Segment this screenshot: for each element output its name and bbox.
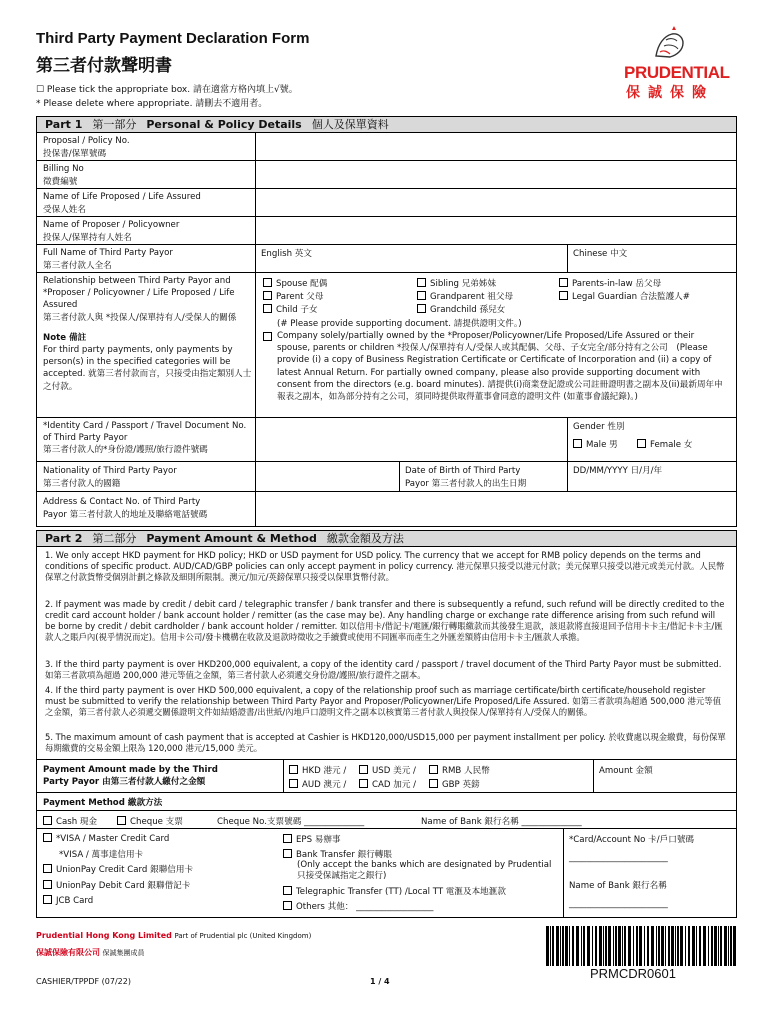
currency-cad[interactable]: CAD 加元 / bbox=[359, 778, 416, 790]
part2-note-3: 3. If the third party payment is over HKD200,000 equivalent, a copy of the identity card / passport / travel document of the Third Party Payor must be submitted. 如第三者款項為超過 200,000 港元等值之金額，第三者付款人必須遞交身份證/護照/旅行證件之副本。 bbox=[45, 659, 722, 680]
barcode-text: PRMCDR0601 bbox=[590, 966, 676, 981]
instruction-tick: ☐ Please tick the appropriate box. 請在適當方格內填上√號。 bbox=[36, 85, 298, 95]
proposer-row[interactable]: Name of Proposer / Policyowner 投保人/保單持有人姓名 bbox=[37, 217, 736, 245]
page-number: 1 / 4 bbox=[370, 977, 390, 986]
jcb-checkbox[interactable]: JCB Card bbox=[43, 895, 93, 906]
part2-note-2: 2. If payment was made by credit / debit card / telegraphic transfer / bank transfer and there is subsequently a refund, such refund will be directly credited to the credit card account holder / bank account holder / remitter (as the case may be). Any handling charge or exchange rate difference arising from such refund will be borne by credit / debit cardholder / bank account holder / remitter. 如以信用卡/借記卡/電匯/銀行轉賬繳款而其後發生退款，該退款將直接退回予信用卡卡主/借記卡卡主/匯款人之賬戶內(視乎情況而定)。信用卡公司/發卡機構在收款及退款時徵收之手續費或使用不同匯率而產生之外匯差額將由信用卡卡主/匯款人承擔。 bbox=[45, 599, 725, 642]
tt-checkbox[interactable]: Telegraphic Transfer (TT) /Local TT 電滙及本地滙款 bbox=[283, 885, 506, 897]
prudential-logo bbox=[620, 26, 738, 102]
logo-wordmark-zh: 保誠保險 bbox=[626, 85, 714, 101]
address-row[interactable]: Address & Contact No. of Third Party Payor 第三者付款人的地址及聯絡電話號碼 bbox=[43, 497, 208, 520]
cheque-no-field[interactable]: Cheque No.支票號碼 ______________ bbox=[217, 817, 365, 827]
logo-wordmark: PRUDENTIAL bbox=[624, 63, 730, 82]
legal-guardian-checkbox[interactable]: Legal Guardian 合法監護人# bbox=[559, 290, 690, 302]
grandparent-checkbox[interactable]: Grandparent 祖父母 bbox=[417, 290, 513, 302]
currency-hkd[interactable]: HKD 港元 / bbox=[289, 764, 346, 776]
prudence-figure-icon bbox=[650, 26, 690, 62]
parent-checkbox[interactable]: Parent 父母 bbox=[263, 290, 323, 302]
unionpay-debit-checkbox[interactable]: UnionPay Debit Card 銀聯借記卡 bbox=[43, 879, 190, 891]
footer-company-en: Prudential Hong Kong Limited Part of Prudential plc (United Kingdom) bbox=[36, 931, 312, 940]
cheque-bank-field[interactable]: Name of Bank 銀行名稱 ______________ bbox=[421, 817, 582, 827]
part2-note-4: 4. If the third party payment is over HKD 500,000 equivalent, a copy of the relationship proof such as marriage certificate/birth certificate/household register must be submitted to verify the relationship between Third Party Payor and Proposer/Policyowner/Life Proposed/Life Assured. 如第三者款項為超過 500,000 港元等值之金額，第三者付款人必須遞交關係證明文件如結婚證書/出世紙/內地戶口證明文件之副本以核實第三者付款人與投保人/保單持有人/受保人的關係。 bbox=[45, 685, 722, 717]
footer-company-zh: 保誠保險有限公司 保誠集團成員 bbox=[36, 948, 145, 957]
amount-field[interactable]: Amount 金額 bbox=[599, 766, 653, 776]
currency-aud[interactable]: AUD 澳元 / bbox=[289, 778, 346, 790]
relationship-row: Relationship between Third Party Payor and *Proposer / Policyowner / Life Proposed / Life Assured 第三者付款人與 *投保人/保單持有人/受保人的關係 Note 備註 For third party payments, only payments by person(s) in the specified categories will be accepted. 就第三者付款而言，只接受由指定類別人士之付款。 Spouse 配偶 Parent 父母 Child 子女 Sibling 兄弟姊妹 Grandparent 祖父母 Grandchild 孫兒女 Parents-in-law 岳父母 Legal Guardian 合法監護人# (# Please provide supporting document. 請提供證明文件。) Company solely/partially owned by the *Proposer/Policyowner/Life Proposed/Life Assured or their spouse, parents or children *投保人/保單持有人/受保人或其配偶、父母、子女完全/部分持有之公司 (Please provide (i) a copy of Business Registration Certificate or Certificate of Incorporation and (ii) a copy of latest Annual Return. For partially owned company, please also provide supporting document with consent from the directors (e.g. board minutes). 請提供(i)商業登記證或公司註冊證明書之副本及(ii)最新周年申報表之副本，如為部分持有之公司，須同時提供取得董事會同意的證明文件 (如董事會議紀錄)。) bbox=[37, 273, 736, 418]
currency-rmb[interactable]: RMB 人民幣 bbox=[429, 764, 490, 776]
id-row[interactable]: *Identity Card / Passport / Travel Document No. of Third Party Payor 第三者付款人的*身份證/護照/旅行證件號碼 Gender 性別 Male 男 Female 女 bbox=[37, 418, 736, 462]
part2-header: Part 2 第二部分 Payment Amount & Method 繳款金額及方法 bbox=[37, 531, 736, 547]
currency-usd[interactable]: USD 美元 / bbox=[359, 764, 416, 776]
child-checkbox[interactable]: Child 子女 bbox=[263, 303, 318, 315]
card-bank-field[interactable]: Name of Bank 銀行名稱 _______________________ bbox=[569, 881, 668, 909]
eps-checkbox[interactable]: EPS 易辦事 bbox=[283, 833, 341, 845]
cheque-checkbox[interactable]: Cheque 支票 bbox=[117, 815, 183, 827]
instruction-delete: * Please delete where appropriate. 請刪去不適用者。 bbox=[36, 99, 268, 109]
male-checkbox[interactable]: Male 男 bbox=[573, 438, 618, 450]
barcode-icon bbox=[546, 926, 738, 966]
cash-cheque-row bbox=[37, 811, 736, 829]
card-no-field[interactable]: *Card/Account No 卡/戶口號碼 _______________________ bbox=[569, 835, 695, 863]
others-checkbox[interactable]: Others 其他： __________________ bbox=[283, 900, 433, 912]
part2-note-5: 5. The maximum amount of cash payment that is accepted at Cashier is HKD120,000/USD15,000 per payment installment per policy. 於收費處以現金繳費，每份保單每期繳費的交易金額上限為 120,000 港元/15,000 美元。 bbox=[45, 732, 726, 753]
card-methods: *VISA / Master Credit Card *VISA / 萬事達信用卡 UnionPay Credit Card 銀聯信用卡 UnionPay Debit Card 銀聯借記卡 JCB Card EPS 易辦事 Bank Transfer 銀行轉賬 (Only accept the banks which are designated by Prudential 只接受保誠指定之銀行) Telegraphic Transfer (TT) /Local TT 電滙及本地滙款 Others 其他： __________________ *Card/Account No 卡/戶口號碼 _______________________ Name of Bank 銀行名稱 _______________________ bbox=[37, 829, 736, 917]
form-title-zh: 第三者付款聲明書 bbox=[36, 56, 172, 76]
female-checkbox[interactable]: Female 女 bbox=[637, 438, 692, 450]
amount-row: Payment Amount made by the Third Party Payor 由第三者付款人繳付之金額 HKD 港元 / USD 美元 / RMB 人民幣 AUD 澳元 / CAD 加元 / GBP 英鎊 Amount 金額 bbox=[37, 759, 736, 793]
cash-checkbox[interactable]: Cash 現金 bbox=[43, 815, 97, 827]
part1-section bbox=[36, 116, 737, 527]
billing-no-row[interactable]: Billing No 徵費編號 bbox=[37, 161, 736, 189]
full-name-row[interactable]: Full Name of Third Party Payor 第三者付款人全名 English 英文 Chinese 中文 bbox=[37, 245, 736, 273]
spouse-checkbox[interactable]: Spouse 配偶 bbox=[263, 277, 327, 289]
form-title-en: Third Party Payment Declaration Form bbox=[36, 30, 310, 47]
parents-in-law-checkbox[interactable]: Parents-in-law 岳父母 bbox=[559, 277, 661, 289]
grandchild-checkbox[interactable]: Grandchild 孫兒女 bbox=[417, 303, 505, 315]
part2-section bbox=[36, 530, 737, 918]
unionpay-credit-checkbox[interactable]: UnionPay Credit Card 銀聯信用卡 bbox=[43, 863, 193, 875]
company-checkbox[interactable]: Company solely/partially owned by the *Proposer/Policyowner/Life Proposed/Life Assured or their spouse, parents or children *投保人/保單持有人/受保人或其配偶、父母、子女完全/部分持有之公司 (Please provide (i) a copy of Business Registration Certificate or Certificate of Incorporation and (ii) a copy of latest Annual Return. For partially owned company, please also provide supporting document with consent from the directors (e.g. board minutes). 請提供(i)商業登記證或公司註冊證明書之副本及(ii)最新周年申報表之副本，如為部分持有之公司，須同時提供取得董事會同意的證明文件 (如董事會議紀錄)。) bbox=[263, 330, 723, 403]
life-assured-row[interactable]: Name of Life Proposed / Life Assured 受保人姓名 bbox=[37, 189, 736, 217]
part1-header: Part 1 第一部分 Personal & Policy Details 個人及保單資料 bbox=[37, 117, 736, 133]
part2-note-1: 1. We only accept HKD payment for HKD policy; HKD or USD payment for USD policy. The currency that we accept for RMB policy depends on the terms and conditions of specific product. AUD/CAD/GBP policies can only accept payment in policy currency. 港元保單只接受以港元付款；美元保單只接受以港元或美元付款。人民幣保單之付款貨幣受個別計劃之條款及細則所限制。澳元/加元/英鎊保單只接受以保單貨幣付款。 bbox=[45, 550, 725, 582]
bank-transfer-checkbox[interactable]: Bank Transfer 銀行轉賬 bbox=[283, 848, 392, 860]
nationality-row[interactable]: Nationality of Third Party Payor 第三者付款人的國籍 Date of Birth of Third Party Payor 第三者付款人的出生日期 DD/MM/YYYY 日/月/年 bbox=[37, 462, 736, 492]
currency-gbp[interactable]: GBP 英鎊 bbox=[429, 778, 480, 790]
method-label-row: Payment Method 繳款方法 bbox=[37, 793, 736, 811]
form-code: CASHIER/TPPDF (07/22) bbox=[36, 977, 131, 986]
sibling-checkbox[interactable]: Sibling 兄弟姊妹 bbox=[417, 277, 496, 289]
proposal-no-row[interactable]: Proposal / Policy No. 投保書/保單號碼 bbox=[37, 133, 736, 161]
hash-note: (# Please provide supporting document. 請提供證明文件。) bbox=[277, 319, 522, 329]
visa-checkbox[interactable]: *VISA / Master Credit Card bbox=[43, 833, 169, 844]
